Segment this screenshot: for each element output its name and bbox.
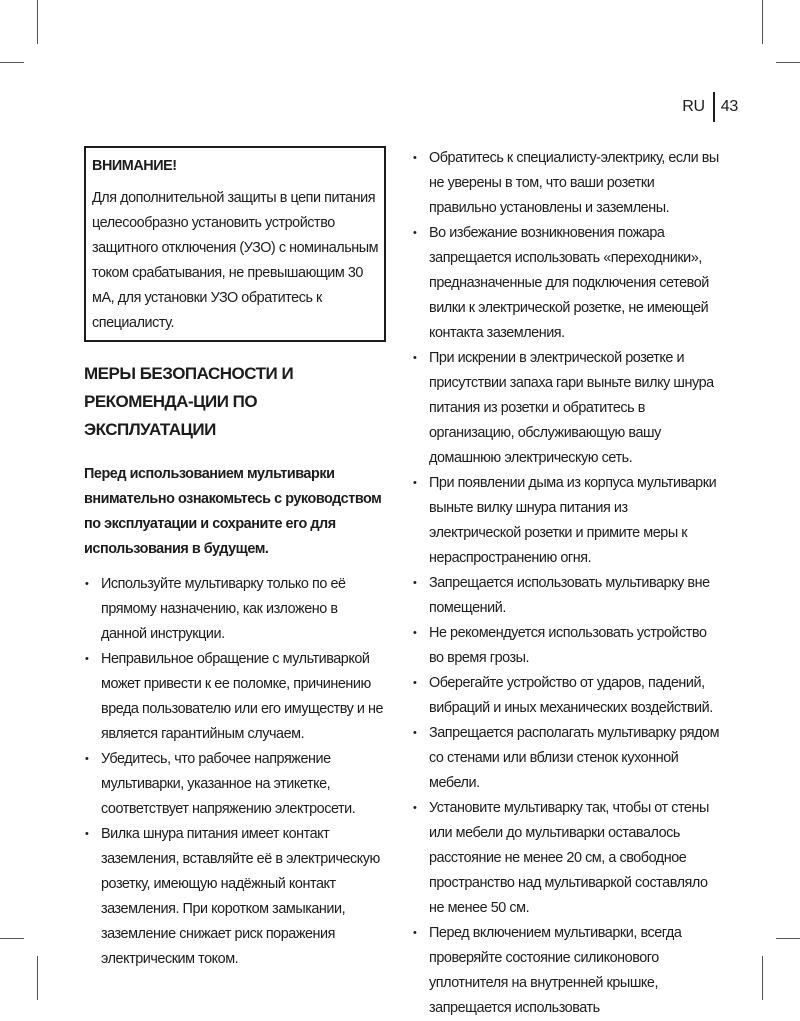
intro-paragraph: Перед использованием мультиварки внимательно ознакомьтесь с руководством по эксплуатации и сохраните его для использования в будущем.: [84, 466, 382, 557]
bullet-icon: •: [413, 152, 417, 164]
list-item: [412, 221, 720, 346]
list-item: [412, 571, 720, 621]
crop-mark-top-left-h: [0, 62, 24, 63]
crop-mark-top-left: [37, 0, 38, 44]
bullet-icon: •: [85, 653, 89, 665]
crop-mark-bottom-left-h: [0, 938, 24, 939]
list-item-text: Убедитесь, что рабочее напряжение мультиварки, указанное на этикетке, соответствует напряжению электросети.: [101, 751, 356, 817]
left-column: [84, 146, 386, 972]
list-item-text: Запрещается располагать мультиварку рядом со стенами или вблизи стенок кухонной мебели.: [429, 725, 720, 791]
bullet-icon: •: [413, 577, 417, 589]
right-column: [412, 146, 720, 1021]
list-item: [84, 572, 386, 647]
list-item: [412, 346, 720, 471]
list-item-text: Не рекомендуется использовать устройство во время грозы.: [429, 625, 707, 666]
bullet-icon: •: [85, 828, 89, 840]
list-item: [412, 721, 720, 796]
page-header: [682, 92, 738, 122]
list-item: [412, 621, 720, 671]
bullet-icon: •: [413, 227, 417, 239]
bullet-icon: •: [413, 352, 417, 364]
list-item-text: Запрещается использовать мультиварку вне помещений.: [429, 575, 710, 616]
list-item: [84, 822, 386, 972]
list-item-text: Вилка шнура питания имеет контакт заземления, вставляйте её в электрическую розетку, имеющую надёжный контакт заземления. При коротком замыкании, заземление снижает риск поражения электрическим током.: [101, 826, 380, 967]
warning-box: [84, 146, 386, 342]
crop-mark-top-right-h: [776, 62, 800, 63]
crop-mark-top-right: [762, 0, 763, 44]
bullet-icon: •: [413, 477, 417, 489]
list-item: [412, 146, 720, 221]
warning-body: Для дополнительной защиты в цепи питания целесообразно установить устройство защитного отключения (УЗО) с номинальным током срабатывания, не превышающим 30 мА, для установки УЗО обратитесь к специалисту.: [92, 190, 379, 331]
bullet-icon: •: [413, 627, 417, 639]
list-item-text: Обратитесь к специалисту-электрику, если вы не уверены в том, что ваши розетки правильно установлены и заземлены.: [429, 150, 719, 216]
list-item-text: Оберегайте устройство от ударов, падений, вибраций и иных механических воздействий.: [429, 675, 713, 716]
list-item-text: При искрении в электрической розетке и присутствии запаха гари выньте вилку шнура питания из розетки и обратитесь в организацию, обслуживающую вашу домашнюю электрическую сеть.: [429, 350, 714, 466]
list-item: [84, 647, 386, 747]
list-item: [412, 921, 720, 1021]
list-item: [412, 796, 720, 921]
safety-heading: МЕРЫ БЕЗОПАСНОСТИ И РЕКОМЕНДА-ЦИИ ПО ЭКСПЛУАТАЦИИ: [84, 364, 294, 439]
list-item-text: При появлении дыма из корпуса мультиварки выньте вилку шнура питания из электрической розетки и примите меры к нераспространению огня.: [429, 475, 717, 566]
list-item-text: Используйте мультиварку только по её прямому назначению, как изложено в данной инструкции.: [101, 576, 346, 642]
list-item-text: Во избежание возникновения пожара запрещается использовать «переходники», предназначенные для подключения сетевой вилки к электрической розетке, не имеющей контакта заземления.: [429, 225, 709, 341]
crop-mark-bottom-left: [37, 956, 38, 1000]
list-item-text: Установите мультиварку так, чтобы от стены или мебели до мультиварки оставалось расстояние не менее 20 см, а свободное пространство над мультиваркой составляло не менее 50 см.: [429, 800, 709, 916]
crop-mark-bottom-right: [762, 956, 763, 1000]
left-bullet-list: [84, 572, 386, 972]
page-number: 43: [720, 98, 738, 115]
language-label: RU: [682, 98, 705, 115]
list-item: [412, 471, 720, 571]
list-item-text: Неправильное обращение с мультиваркой может привести к ее поломке, причинению вреда пользователю или его имуществу и не является гарантийным случаем.: [101, 651, 384, 742]
bullet-icon: •: [413, 677, 417, 689]
bullet-icon: •: [413, 802, 417, 814]
list-item-text: Перед включением мультиварки, всегда проверяйте состояние силиконового уплотнителя на внутренней крышке, запрещается использовать: [429, 925, 682, 1016]
list-item: [84, 747, 386, 822]
bullet-icon: •: [413, 727, 417, 739]
bullet-icon: •: [413, 927, 417, 939]
bullet-icon: •: [85, 753, 89, 765]
list-item: [412, 671, 720, 721]
right-bullet-list: [412, 146, 720, 1021]
bullet-icon: •: [85, 578, 89, 590]
crop-mark-bottom-right-h: [776, 938, 800, 939]
warning-title: ВНИМАНИЕ!: [92, 158, 177, 174]
